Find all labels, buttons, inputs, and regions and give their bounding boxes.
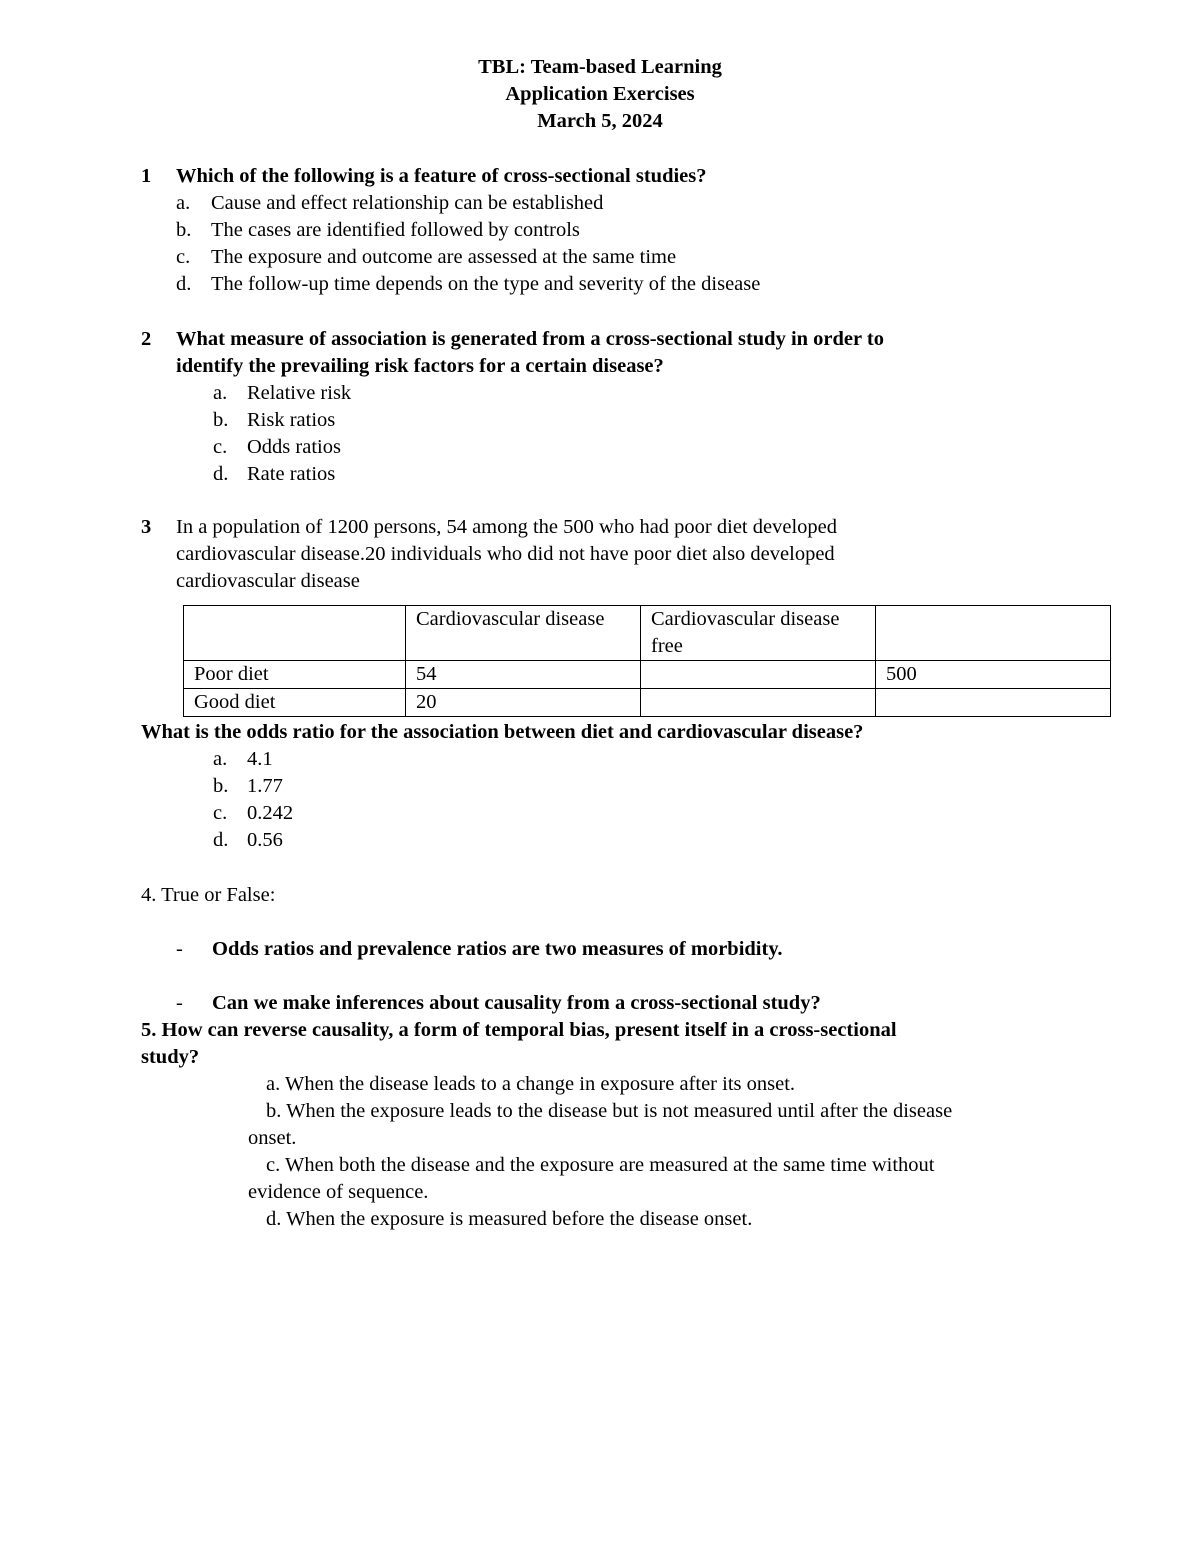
table-cell: Cardiovascular disease free bbox=[641, 606, 876, 661]
answer-option: d. When the exposure is measured before the disease onset. bbox=[266, 1208, 753, 1230]
question-number: 1 bbox=[141, 165, 152, 187]
contingency-table bbox=[183, 605, 1111, 717]
answer-option: d. Rate ratios bbox=[213, 463, 336, 485]
table-cell bbox=[641, 689, 876, 717]
header-title: TBL: Team-based Learning bbox=[478, 56, 722, 78]
table-cell: Good diet bbox=[184, 689, 406, 717]
answer-option: d. 0.56 bbox=[213, 829, 283, 851]
answer-option: d. The follow-up time depends on the type and severity of the disease bbox=[176, 273, 761, 295]
answer-option: b. When the exposure leads to the disease but is not measured until after the disease onset. bbox=[248, 1100, 953, 1149]
table-header-row bbox=[184, 606, 1111, 661]
table-cell bbox=[876, 689, 1111, 717]
document-header bbox=[0, 54, 1200, 135]
answer-option: c. 0.242 bbox=[213, 802, 294, 824]
question-text: study? bbox=[141, 1046, 200, 1068]
question-text: What measure of association is generated from a cross-sectional study in order to bbox=[176, 328, 884, 350]
question-text: identify the prevailing risk factors for a certain disease? bbox=[176, 355, 664, 377]
question-text: Which of the following is a feature of cross-sectional studies? bbox=[176, 165, 707, 187]
header-date: March 5, 2024 bbox=[537, 110, 663, 132]
question-3-prompt bbox=[141, 719, 1141, 854]
answer-option: c. Odds ratios bbox=[213, 436, 341, 458]
answer-option: a. 4.1 bbox=[213, 748, 273, 770]
question-number: 3 bbox=[141, 516, 152, 538]
answer-option: a. Cause and effect relationship can be established bbox=[176, 192, 604, 214]
table-cell: Cardiovascular disease bbox=[406, 606, 641, 661]
table-cell bbox=[876, 606, 1111, 661]
document-page: TBL: Team-based Learning Application Exercises March 5, 2024 1 Which of the following is a feature of cross-sectional studies? a. Cause and effect relationship can be established b. The cases are identified followed by controls c. The exposure and outcome are assessed at the same time d. The follow-up time depends on the type and severity of the disease 2 What measure of association is generated from a cross-sectional study in order to identify the prevailing risk factors for a certain disease? a. Relative risk b. Risk ratios c. Odds ratios d. Rate ratios 3 In a population of 1200 persons, 54 among the 500 who had poor diet developed cardiovascular disease.20 individuals who did not have poor diet also developed cardiovascular disease Cardiovascular disease Cardiovascular disease free Poor diet 54 500 Good diet 20 What is the odds ratio for the association between diet and cardiovascular disease? a. 4.1 b. 1.77 c. 0.242 d. 0.56 4. True or False: - Odds ratios and prevalence ratios are two measures of morbidity. - Can we make inferences about causality from a cross-sectional study? 5. How can reverse causality, a form of temporal bias, present itself in a cross-sectional study? a. When the disease leads to a change in exposure after its onset. b. When the exposure leads to the disease but is not measured until after the disease onset. c. When both the disease and the exposure are measured at the same time without evidence of sequence. d. When the exposure is measured before the disease onset. bbox=[0, 0, 1200, 1553]
question-5-options bbox=[248, 1071, 1148, 1233]
answer-option: a. Relative risk bbox=[213, 382, 352, 404]
header-subtitle: Application Exercises bbox=[505, 83, 695, 105]
question-text: What is the odds ratio for the association between diet and cardiovascular disease? bbox=[141, 721, 864, 743]
question-4-title: 4. True or False: bbox=[141, 884, 276, 906]
table-cell: 20 bbox=[406, 689, 641, 717]
answer-option: c. When both the disease and the exposure are measured at the same time without evidence of sequence. bbox=[248, 1154, 935, 1203]
table-cell: Poor diet bbox=[184, 661, 406, 689]
answer-option: b. Risk ratios bbox=[213, 409, 336, 431]
table-row bbox=[184, 661, 1111, 689]
table-row bbox=[184, 689, 1111, 717]
answer-option: b. 1.77 bbox=[213, 775, 283, 797]
table-cell: 54 bbox=[406, 661, 641, 689]
question-stem: cardiovascular disease bbox=[176, 570, 360, 592]
table-cell bbox=[184, 606, 406, 661]
table-cell: 500 bbox=[876, 661, 1111, 689]
question-number: 2 bbox=[141, 328, 152, 350]
question-text: 5. How can reverse causality, a form of temporal bias, present itself in a cross-sectional bbox=[141, 1019, 897, 1041]
question-5 bbox=[141, 1017, 1141, 1071]
answer-option: b. The cases are identified followed by controls bbox=[176, 219, 580, 241]
question-stem: In a population of 1200 persons, 54 among the 500 who had poor diet developed bbox=[176, 516, 837, 538]
answer-option: a. When the disease leads to a change in exposure after its onset. bbox=[266, 1073, 796, 1095]
answer-option: c. The exposure and outcome are assessed at the same time bbox=[176, 246, 677, 268]
question-stem: cardiovascular disease.20 individuals who did not have poor diet also developed bbox=[176, 543, 835, 565]
table-cell bbox=[641, 661, 876, 689]
